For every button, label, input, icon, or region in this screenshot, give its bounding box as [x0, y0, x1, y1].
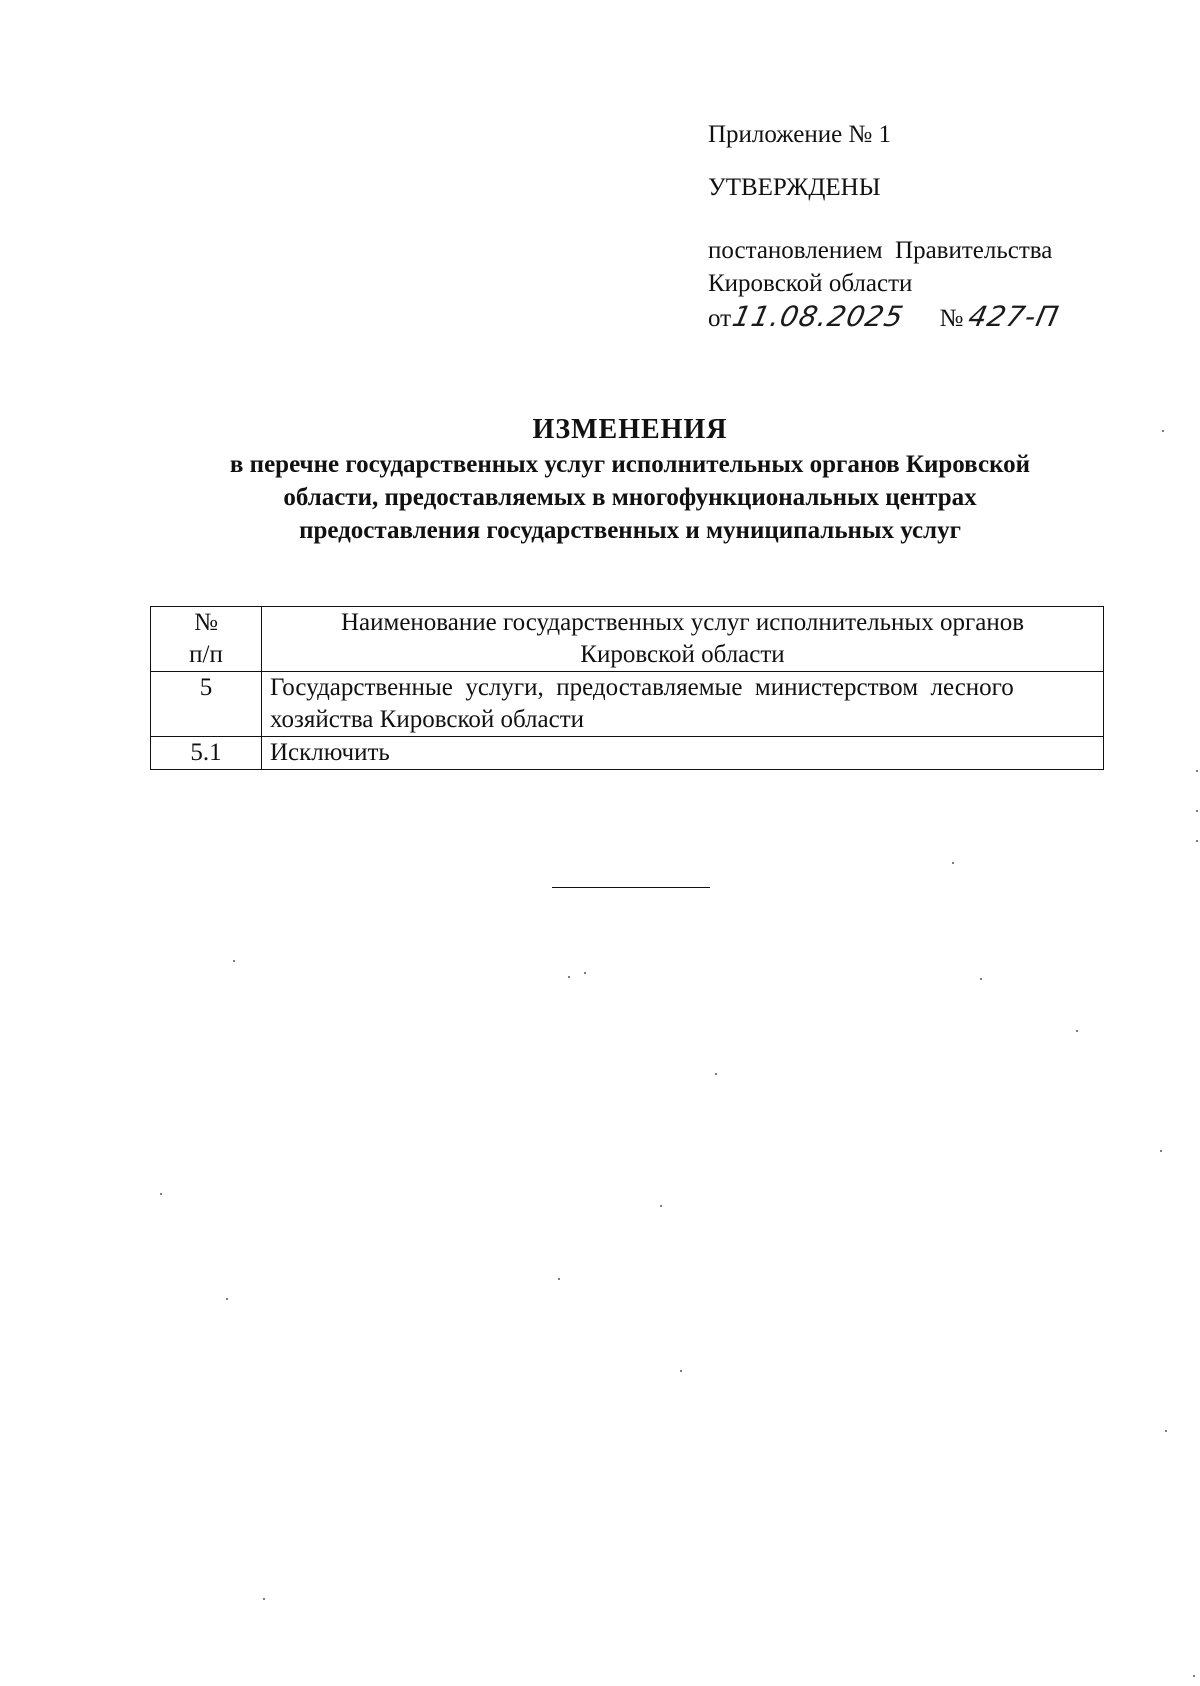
- scan-speck: [952, 862, 954, 864]
- scan-speck: [1196, 840, 1198, 842]
- approved-by-line-2: Кировской области: [708, 270, 913, 297]
- annex-label: Приложение № 1: [708, 121, 892, 148]
- header-name-line-1: Наименование государственных услуг исполнительных органов: [340, 609, 1025, 636]
- row-num-cell: 5: [151, 672, 262, 737]
- approved-by-line-1: постановлением Правительства: [708, 237, 1053, 264]
- row-name-cell: [262, 672, 1104, 737]
- date-number-line: [708, 300, 1128, 335]
- row-num-cell: 5.1: [151, 737, 262, 770]
- closing-divider-line: [552, 887, 710, 888]
- document-subtitle-line-2: области, предоставляемых в многофункциональных центрах: [283, 484, 977, 511]
- row-name-line-1: Исключить: [270, 739, 390, 766]
- row-name-line-1: Государственные услуги, предоставляемые министерством лесного: [270, 674, 1014, 701]
- scan-speck: [1193, 1675, 1195, 1677]
- row-name-line-2: хозяйства Кировской области: [270, 706, 585, 733]
- handwritten-date: 11.08.2025: [729, 300, 907, 333]
- header-num-cell: [151, 607, 262, 672]
- scan-speck: [160, 1193, 162, 1195]
- number-label: №: [939, 305, 964, 332]
- scan-speck: [584, 972, 586, 974]
- scan-speck: [263, 1598, 265, 1600]
- table-row: [151, 737, 1104, 770]
- header-name-line-2: Кировской области: [580, 641, 785, 668]
- approval-block: [708, 118, 1128, 335]
- scan-speck: [568, 976, 570, 978]
- document-heading: [150, 412, 1110, 547]
- document-subtitle-line-3: предоставления государственных и муниципальных услуг: [299, 517, 961, 544]
- scan-speck: [1165, 1430, 1167, 1432]
- approved-label: УТВЕРЖДЕНЫ: [708, 174, 881, 201]
- handwritten-number: 427-П: [965, 300, 1063, 333]
- scan-speck: [980, 978, 982, 980]
- header-num-line-1: №: [194, 609, 218, 636]
- scan-speck: [660, 1205, 662, 1207]
- scan-speck: [1196, 770, 1198, 772]
- table-header-row: [151, 607, 1104, 672]
- header-num-line-2: п/п: [189, 641, 223, 668]
- services-table: [150, 606, 1104, 770]
- row-name-cell: [262, 737, 1104, 770]
- scan-speck: [715, 1073, 717, 1075]
- document-subtitle-line-1: в перечне государственных услуг исполнительных органов Кировской: [229, 451, 1031, 478]
- scan-speck: [680, 1370, 682, 1372]
- scan-speck: [1162, 430, 1164, 432]
- scan-speck: [1160, 1150, 1162, 1152]
- scan-speck: [558, 1278, 560, 1280]
- date-prefix: от: [708, 305, 732, 332]
- scan-speck: [226, 1298, 228, 1300]
- table-row: [151, 672, 1104, 737]
- header-name-cell: [262, 607, 1104, 672]
- document-title: ИЗМЕНЕНИЯ: [532, 414, 728, 445]
- scan-speck: [1196, 810, 1198, 812]
- scan-speck: [233, 960, 235, 962]
- scan-speck: [1076, 1030, 1078, 1032]
